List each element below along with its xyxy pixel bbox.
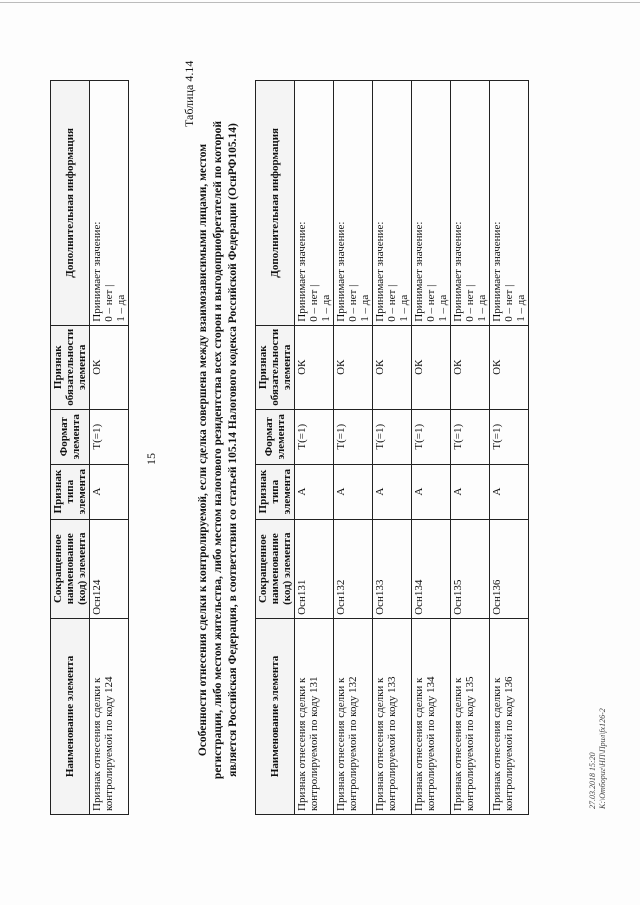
- cell-required: ОК: [490, 325, 529, 409]
- info-line: Принимает значение:: [491, 221, 503, 322]
- header-info: Дополнительная информация: [51, 81, 90, 326]
- page-number: 15: [144, 453, 158, 465]
- heading-line: является Российская Федерация, в соответствии со статьей 105.14 Налогового кодекса Российской Федерации (ОснРФ105.14): [227, 123, 239, 777]
- info-line: 1 – да: [476, 294, 488, 322]
- cell-type: А: [490, 464, 529, 519]
- header-code: Сокращенное наименование (код) элемента: [256, 519, 295, 618]
- footer-line: K:\Отбориг\НП\Прил\fx126-2: [598, 708, 607, 809]
- header-format: Формат элемента: [256, 409, 295, 464]
- cell-format: T(=1): [412, 409, 451, 464]
- section-heading: [196, 90, 241, 810]
- info-line: 1 – да: [437, 294, 449, 322]
- table-continuation: [50, 80, 129, 815]
- cell-type: А: [295, 464, 334, 519]
- cell-name: Признак отнесения сделки к контролируемой по коду 124: [90, 618, 129, 814]
- info-line: 0 – нет |: [347, 284, 359, 322]
- info-line: 1 – да: [320, 294, 332, 322]
- header-required: Признак обязательности элемента: [256, 325, 295, 409]
- cell-type: А: [412, 464, 451, 519]
- cell-format: T(=1): [334, 409, 373, 464]
- table-4-14: [255, 80, 529, 815]
- table-header-row: [256, 81, 295, 815]
- header-type: Признак типа элемента: [51, 464, 90, 519]
- cell-format: T(=1): [90, 409, 129, 464]
- info-line: Принимает значение:: [452, 221, 464, 322]
- cell-info: [373, 81, 412, 326]
- info-line: 1 – да: [515, 294, 527, 322]
- info-line: 0 – нет |: [308, 284, 320, 322]
- cell-required: ОК: [373, 325, 412, 409]
- info-line: Принимает значение:: [413, 221, 425, 322]
- footer-stamp: [588, 708, 608, 809]
- cell-info: [490, 81, 529, 326]
- cell-info: [90, 81, 129, 326]
- table-row: [490, 81, 529, 815]
- cell-code: Осн131: [295, 519, 334, 618]
- cell-code: Осн134: [412, 519, 451, 618]
- cell-type: А: [90, 464, 129, 519]
- table-row: [451, 81, 490, 815]
- info-line: Принимает значение:: [335, 221, 347, 322]
- info-line: Принимает значение:: [374, 221, 386, 322]
- cell-code: Осн135: [451, 519, 490, 618]
- cell-info: [334, 81, 373, 326]
- cell-code: Осн136: [490, 519, 529, 618]
- cell-type: А: [373, 464, 412, 519]
- table-label: Таблица 4.14: [182, 60, 196, 127]
- cell-required: ОК: [295, 325, 334, 409]
- cell-format: T(=1): [295, 409, 334, 464]
- heading-line: Особенности отнесения сделки к контролируемой, если сделка совершена между взаимозависимыми лицами, местом: [197, 143, 209, 757]
- info-line: Принимает значение:: [91, 221, 103, 322]
- info-line: 0 – нет |: [464, 284, 476, 322]
- cell-required: ОК: [451, 325, 490, 409]
- info-line: 1 – да: [398, 294, 410, 322]
- cell-type: А: [451, 464, 490, 519]
- info-line: 1 – да: [359, 294, 371, 322]
- header-info: Дополнительная информация: [256, 81, 295, 326]
- cell-name: Признак отнесения сделки к контролируемой по коду 132: [334, 618, 373, 814]
- table-row: [412, 81, 451, 815]
- cell-format: T(=1): [451, 409, 490, 464]
- header-type: Признак типа элемента: [256, 464, 295, 519]
- info-line: Принимает значение:: [296, 221, 308, 322]
- header-required: Признак обязательности элемента: [51, 325, 90, 409]
- cell-type: А: [334, 464, 373, 519]
- cell-info: [295, 81, 334, 326]
- cell-name: Признак отнесения сделки к контролируемой по коду 131: [295, 618, 334, 814]
- table-header-row: [51, 81, 90, 815]
- table-row: [295, 81, 334, 815]
- info-line: 0 – нет |: [103, 284, 115, 322]
- heading-line: регистрации, либо местом жительства, либо местом налогового резидентства всех сторон и выгодоприобретателей по которой: [212, 120, 224, 780]
- table-row: [334, 81, 373, 815]
- header-code: Сокращенное наименование (код) элемента: [51, 519, 90, 618]
- cell-format: T(=1): [490, 409, 529, 464]
- header-name: Наименование элемента: [51, 618, 90, 814]
- cell-required: ОК: [90, 325, 129, 409]
- header-format: Формат элемента: [51, 409, 90, 464]
- cell-name: Признак отнесения сделки к контролируемой по коду 136: [490, 618, 529, 814]
- info-line: 0 – нет |: [503, 284, 515, 322]
- info-line: 1 – да: [115, 294, 127, 322]
- cell-name: Признак отнесения сделки к контролируемой по коду 135: [451, 618, 490, 814]
- header-name: Наименование элемента: [256, 618, 295, 814]
- info-line: 0 – нет |: [386, 284, 398, 322]
- cell-required: ОК: [412, 325, 451, 409]
- cell-name: Признак отнесения сделки к контролируемой по коду 134: [412, 618, 451, 814]
- table-row: [373, 81, 412, 815]
- cell-name: Признак отнесения сделки к контролируемой по коду 133: [373, 618, 412, 814]
- table-row: [90, 81, 129, 815]
- cell-code: Осн124: [90, 519, 129, 618]
- cell-format: T(=1): [373, 409, 412, 464]
- cell-required: ОК: [334, 325, 373, 409]
- cell-info: [451, 81, 490, 326]
- cell-code: Осн132: [334, 519, 373, 618]
- footer-line: 27.03.2018 15:20: [588, 752, 597, 809]
- cell-code: Осн133: [373, 519, 412, 618]
- info-line: 0 – нет |: [425, 284, 437, 322]
- cell-info: [412, 81, 451, 326]
